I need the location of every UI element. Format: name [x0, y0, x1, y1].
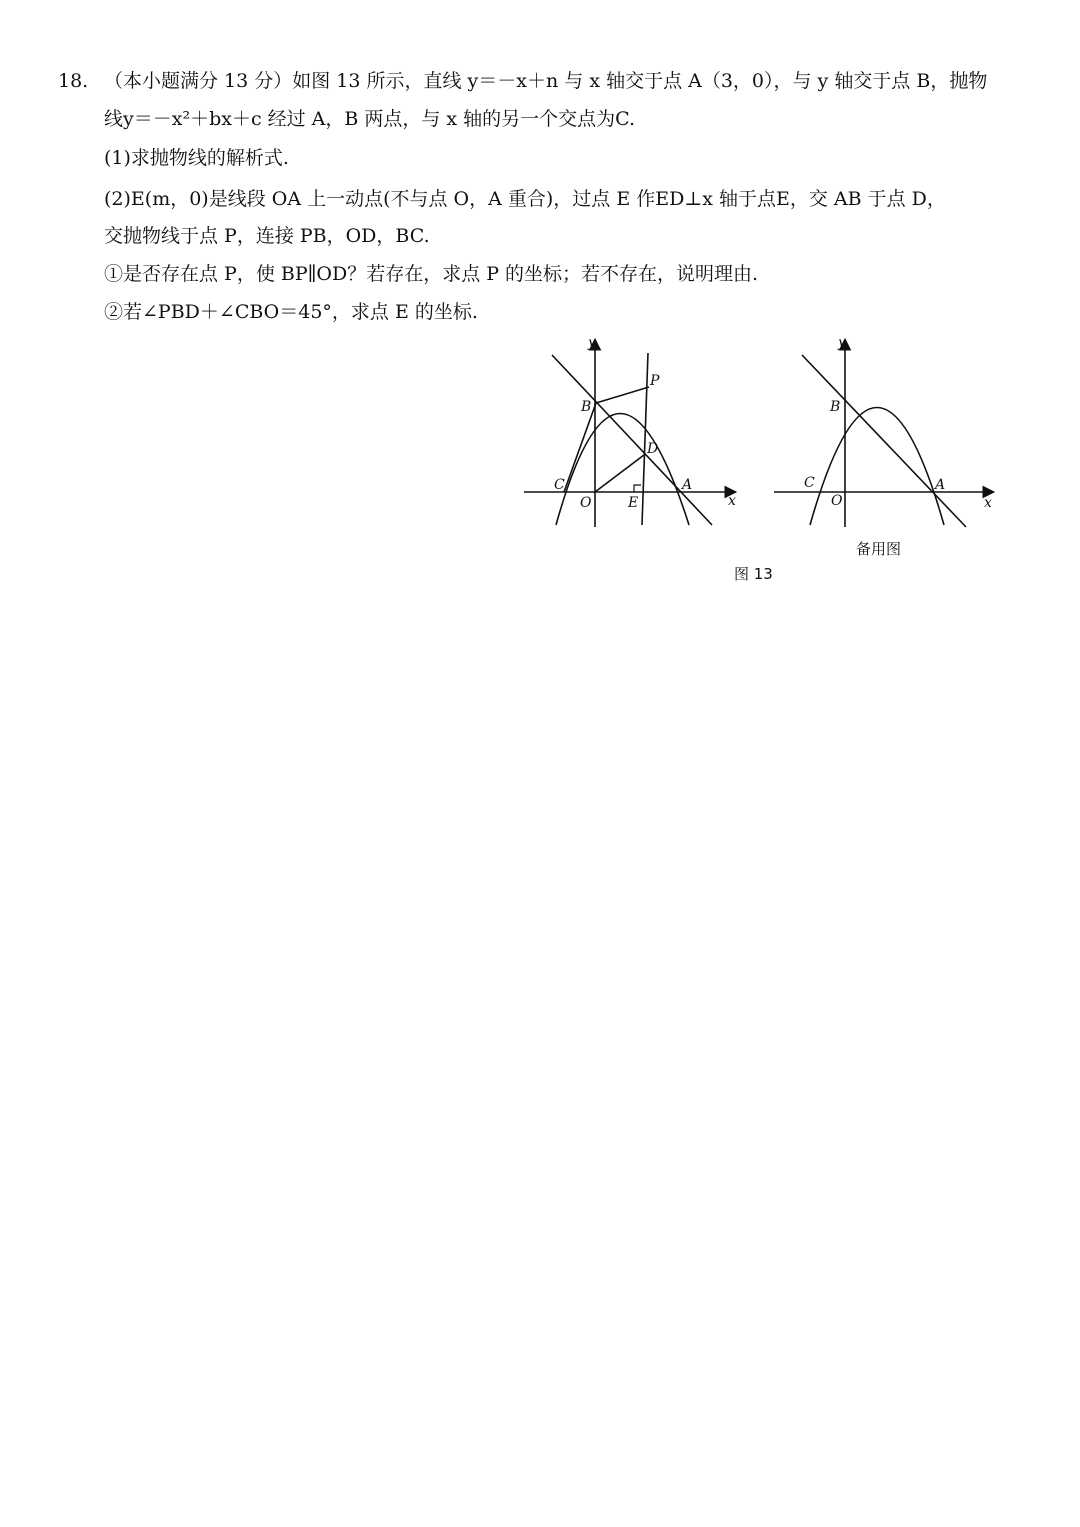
label-x: x — [728, 493, 736, 509]
problem-number: 18. — [58, 70, 89, 92]
segment-od — [595, 455, 644, 492]
label-c: C — [554, 477, 565, 493]
figure-main-svg — [520, 335, 750, 535]
label-b: B — [830, 399, 841, 415]
line-ed — [642, 353, 648, 525]
label-d: D — [647, 441, 659, 457]
label-o: O — [831, 493, 843, 509]
question-2-line-1: (2)E(m，0)是线段 OA 上一动点(不与点 O，A 重合)，过点 E 作ED⊥x 轴于点E，交 AB 于点 D， — [104, 188, 946, 210]
label-x: x — [984, 495, 992, 511]
question-2-line-2: 交抛物线于点 P，连接 PB，OD，BC. — [104, 225, 430, 247]
label-e: E — [628, 495, 639, 511]
backup-figure-caption: 备用图 — [856, 540, 902, 558]
right-angle-marker — [634, 485, 641, 492]
figure-caption: 图 13 — [734, 565, 773, 583]
label-p: P — [650, 373, 660, 389]
sub-question-a: ①是否存在点 P，使 BP∥OD？若存在，求点 P 的坐标；若不存在，说明理由. — [104, 263, 759, 285]
label-a: A — [682, 477, 693, 493]
line-ab — [802, 355, 966, 527]
label-y: y — [838, 335, 846, 351]
question-1: (1)求抛物线的解析式. — [104, 147, 289, 169]
problem-line-2: 线y＝－x²＋bx＋c 经过 A，B 两点，与 x 轴的另一个交点为C. — [104, 108, 636, 130]
label-o: O — [580, 495, 592, 511]
label-y: y — [588, 335, 596, 351]
segment-bc — [564, 403, 596, 492]
figure-main — [520, 335, 750, 535]
label-b: B — [581, 399, 592, 415]
figure-backup-svg — [770, 335, 1000, 535]
problem-line-1: （本小题满分 13 分）如图 13 所示，直线 y＝－x＋n 与 x 轴交于点 A（3，0），与 y 轴交于点 B，抛物 — [104, 70, 988, 92]
figure-backup — [770, 335, 1000, 535]
label-c: C — [804, 475, 815, 491]
segment-pb — [596, 387, 649, 403]
label-a: A — [935, 477, 946, 493]
sub-question-b: ②若∠PBD＋∠CBO＝45°，求点 E 的坐标. — [104, 301, 478, 323]
